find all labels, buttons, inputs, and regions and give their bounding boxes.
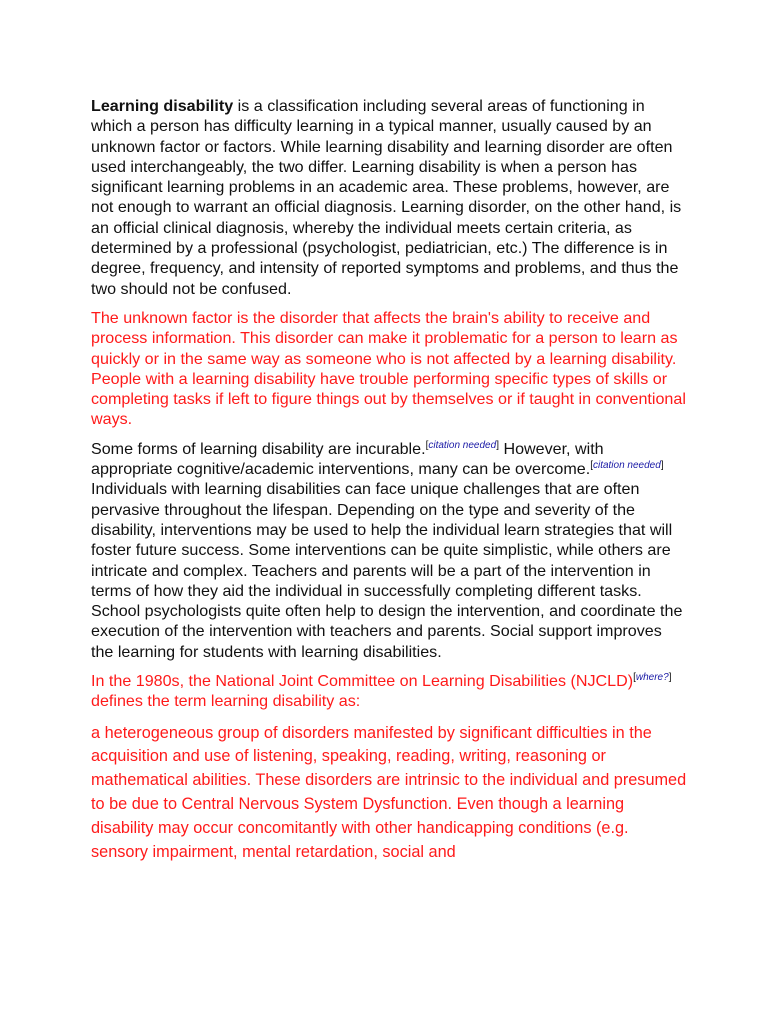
paragraph-interventions <box>91 439 687 662</box>
paragraph-unknown-factor: The unknown factor is the disorder that affects the brain's ability to receive and process information. This disorder can make it problematic for a person to learn as quickly or in the same way as someone who is not affected by a learning disability. People with a learning disability have trouble performing specific types of skills or completing tasks if left to figure things out by themselves or if taught in conventional ways. <box>91 308 686 429</box>
citation-needed-link-2[interactable]: citation needed <box>592 460 661 472</box>
njcld-text-a: In the 1980s, the National Joint Committee on Learning Disabilities (NJCLD) <box>91 672 634 691</box>
interventions-text-a: Some forms of learning disability are incurable. <box>91 439 426 458</box>
citation-needed-2: [citation needed] <box>590 460 664 472</box>
interventions-text-b: However, with appropriate cognitive/academic interventions, many can be overcome. <box>91 439 604 479</box>
citation-where: [where?] <box>633 672 672 684</box>
citation-needed-1: [citation needed] <box>425 439 499 451</box>
interventions-text-c: Individuals with learning disabilities can face unique challenges that are often pervasive throughout the lifespan. Depending on the type and severity of the disability, interventions may be used to help the individual learn strategies that will foster future success. Some interventions can be quite simplistic, while others are intricate and complex. Teachers and parents will be a part of the intervention in terms of how they aid the individual in successfully completing different tasks. School psychologists quite often help to design the intervention, and coordinate the execution of the intervention with teachers and parents. Social support improves the learning for students with learning disabilities. <box>91 480 683 661</box>
term-learning-disability: Learning disability <box>91 97 234 115</box>
paragraph-njcld-definition: a heterogeneous group of disorders manifested by significant difficulties in the acquisition and use of listening, speaking, reading, writing, reasoning or mathematical abilities. These disorders are intrinsic to the individual and presumed to be due to Central Nervous System Dysfunction. Even though a learning disability may occur concomitantly with other handicapping conditions (e.g. sensory impairment, mental retardation, social and <box>91 723 687 861</box>
document-page <box>91 96 687 864</box>
citation-needed-link-1[interactable]: citation needed <box>428 439 497 451</box>
citation-where-link[interactable]: where? <box>635 672 669 684</box>
paragraph-njcld <box>91 671 687 712</box>
njcld-text-b: defines the term learning disability as: <box>91 692 361 711</box>
paragraph-definition-text: is a classification including several areas of functioning in which a person has difficulty learning in a typical manner, usually caused by an unknown factor or factors. While learning disability and learning disorder are often used interchangeably, the two differ. Learning disability is when a person has significant learning problems in an academic area. These problems, however, are not enough to warrant an official diagnosis. Learning disorder, on the other hand, is an official clinical diagnosis, whereby the individual meets certain criteria, as determined by a professional (psychologist, pediatrician, etc.) The difference is in degree, frequency, and intensity of reported symptoms and problems, and thus the two should not be confused. <box>91 97 682 298</box>
paragraph-definition <box>91 96 687 299</box>
